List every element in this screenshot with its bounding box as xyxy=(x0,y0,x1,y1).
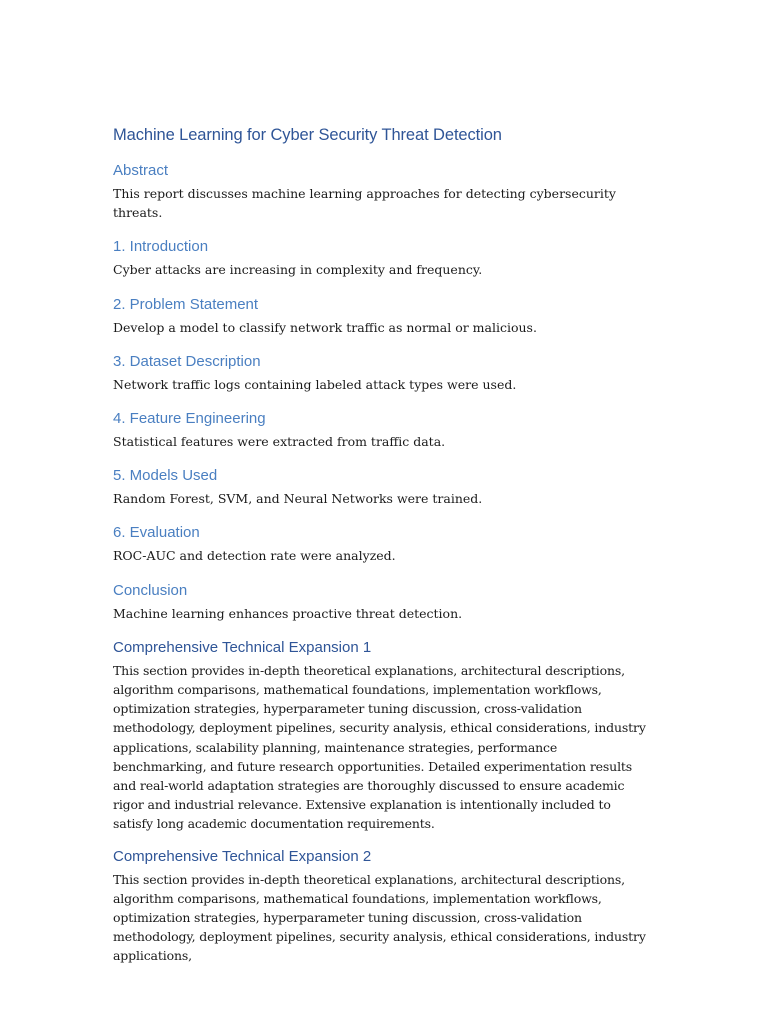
section-heading: 4. Feature Engineering xyxy=(113,410,266,428)
section-conclusion xyxy=(113,581,653,623)
section-heading: Abstract xyxy=(113,162,169,179)
document-page xyxy=(113,124,653,979)
section-body: Random Forest, SVM, and Neural Networks were trained. xyxy=(113,491,483,507)
section-heading: 6. Evaluation xyxy=(113,524,200,542)
section-evaluation xyxy=(113,523,653,565)
section-heading: 2. Problem Statement xyxy=(113,295,259,313)
section-body: Develop a model to classify network traffic as normal or malicious. xyxy=(113,319,537,335)
section-dataset-description xyxy=(113,352,653,394)
section-heading: 3. Dataset Description xyxy=(113,352,261,370)
section-technical-expansion-1 xyxy=(113,638,653,834)
section-feature-engineering xyxy=(113,409,653,451)
section-body: This report discusses machine learning approaches for detecting cybersecurity threats. xyxy=(113,186,616,221)
section-introduction xyxy=(113,237,653,279)
section-body: ROC-AUC and detection rate were analyzed. xyxy=(113,548,396,564)
section-problem-statement xyxy=(113,295,653,337)
section-body: Cyber attacks are increasing in complexity and frequency. xyxy=(113,262,483,278)
section-body: Network traffic logs containing labeled attack types were used. xyxy=(113,376,517,392)
section-heading: 5. Models Used xyxy=(113,467,218,485)
section-body: Statistical features were extracted from traffic data. xyxy=(113,434,446,450)
section-body: This section provides in-depth theoretical explanations, architectural descriptions, algorithm comparisons, mathematical foundations, implementation workflows, optimization strategies, hyperparameter tuning discussion, cross-validation methodology, deployment pipelines, security analysis, ethical considerations, industry applications, xyxy=(113,871,646,964)
section-abstract xyxy=(113,161,653,222)
section-heading: Comprehensive Technical Expansion 2 xyxy=(113,847,372,865)
section-models-used xyxy=(113,466,653,508)
section-body: Machine learning enhances proactive threat detection. xyxy=(113,605,463,621)
section-heading: Conclusion xyxy=(113,581,188,599)
section-heading: Comprehensive Technical Expansion 1 xyxy=(113,638,372,656)
section-heading: 1. Introduction xyxy=(113,238,209,256)
document-title: Machine Learning for Cyber Security Threat Detection xyxy=(113,126,502,144)
section-technical-expansion-2 xyxy=(113,847,653,966)
section-body: This section provides in-depth theoretical explanations, architectural descriptions, algorithm comparisons, mathematical foundations, implementation workflows, optimization strategies, hyperparameter tuning discussion, cross-validation methodology, deployment pipelines, security analysis, ethical considerations, industry applications, scalability planning, maintenance strategies, performance benchmarking, and future research opportunities. Detailed experimentation results and real-world adaptation strategies are thoroughly discussed to ensure academic rigor and industrial relevance. Extensive explanation is intentionally included to satisfy long academic documentation requirements. xyxy=(113,662,646,832)
